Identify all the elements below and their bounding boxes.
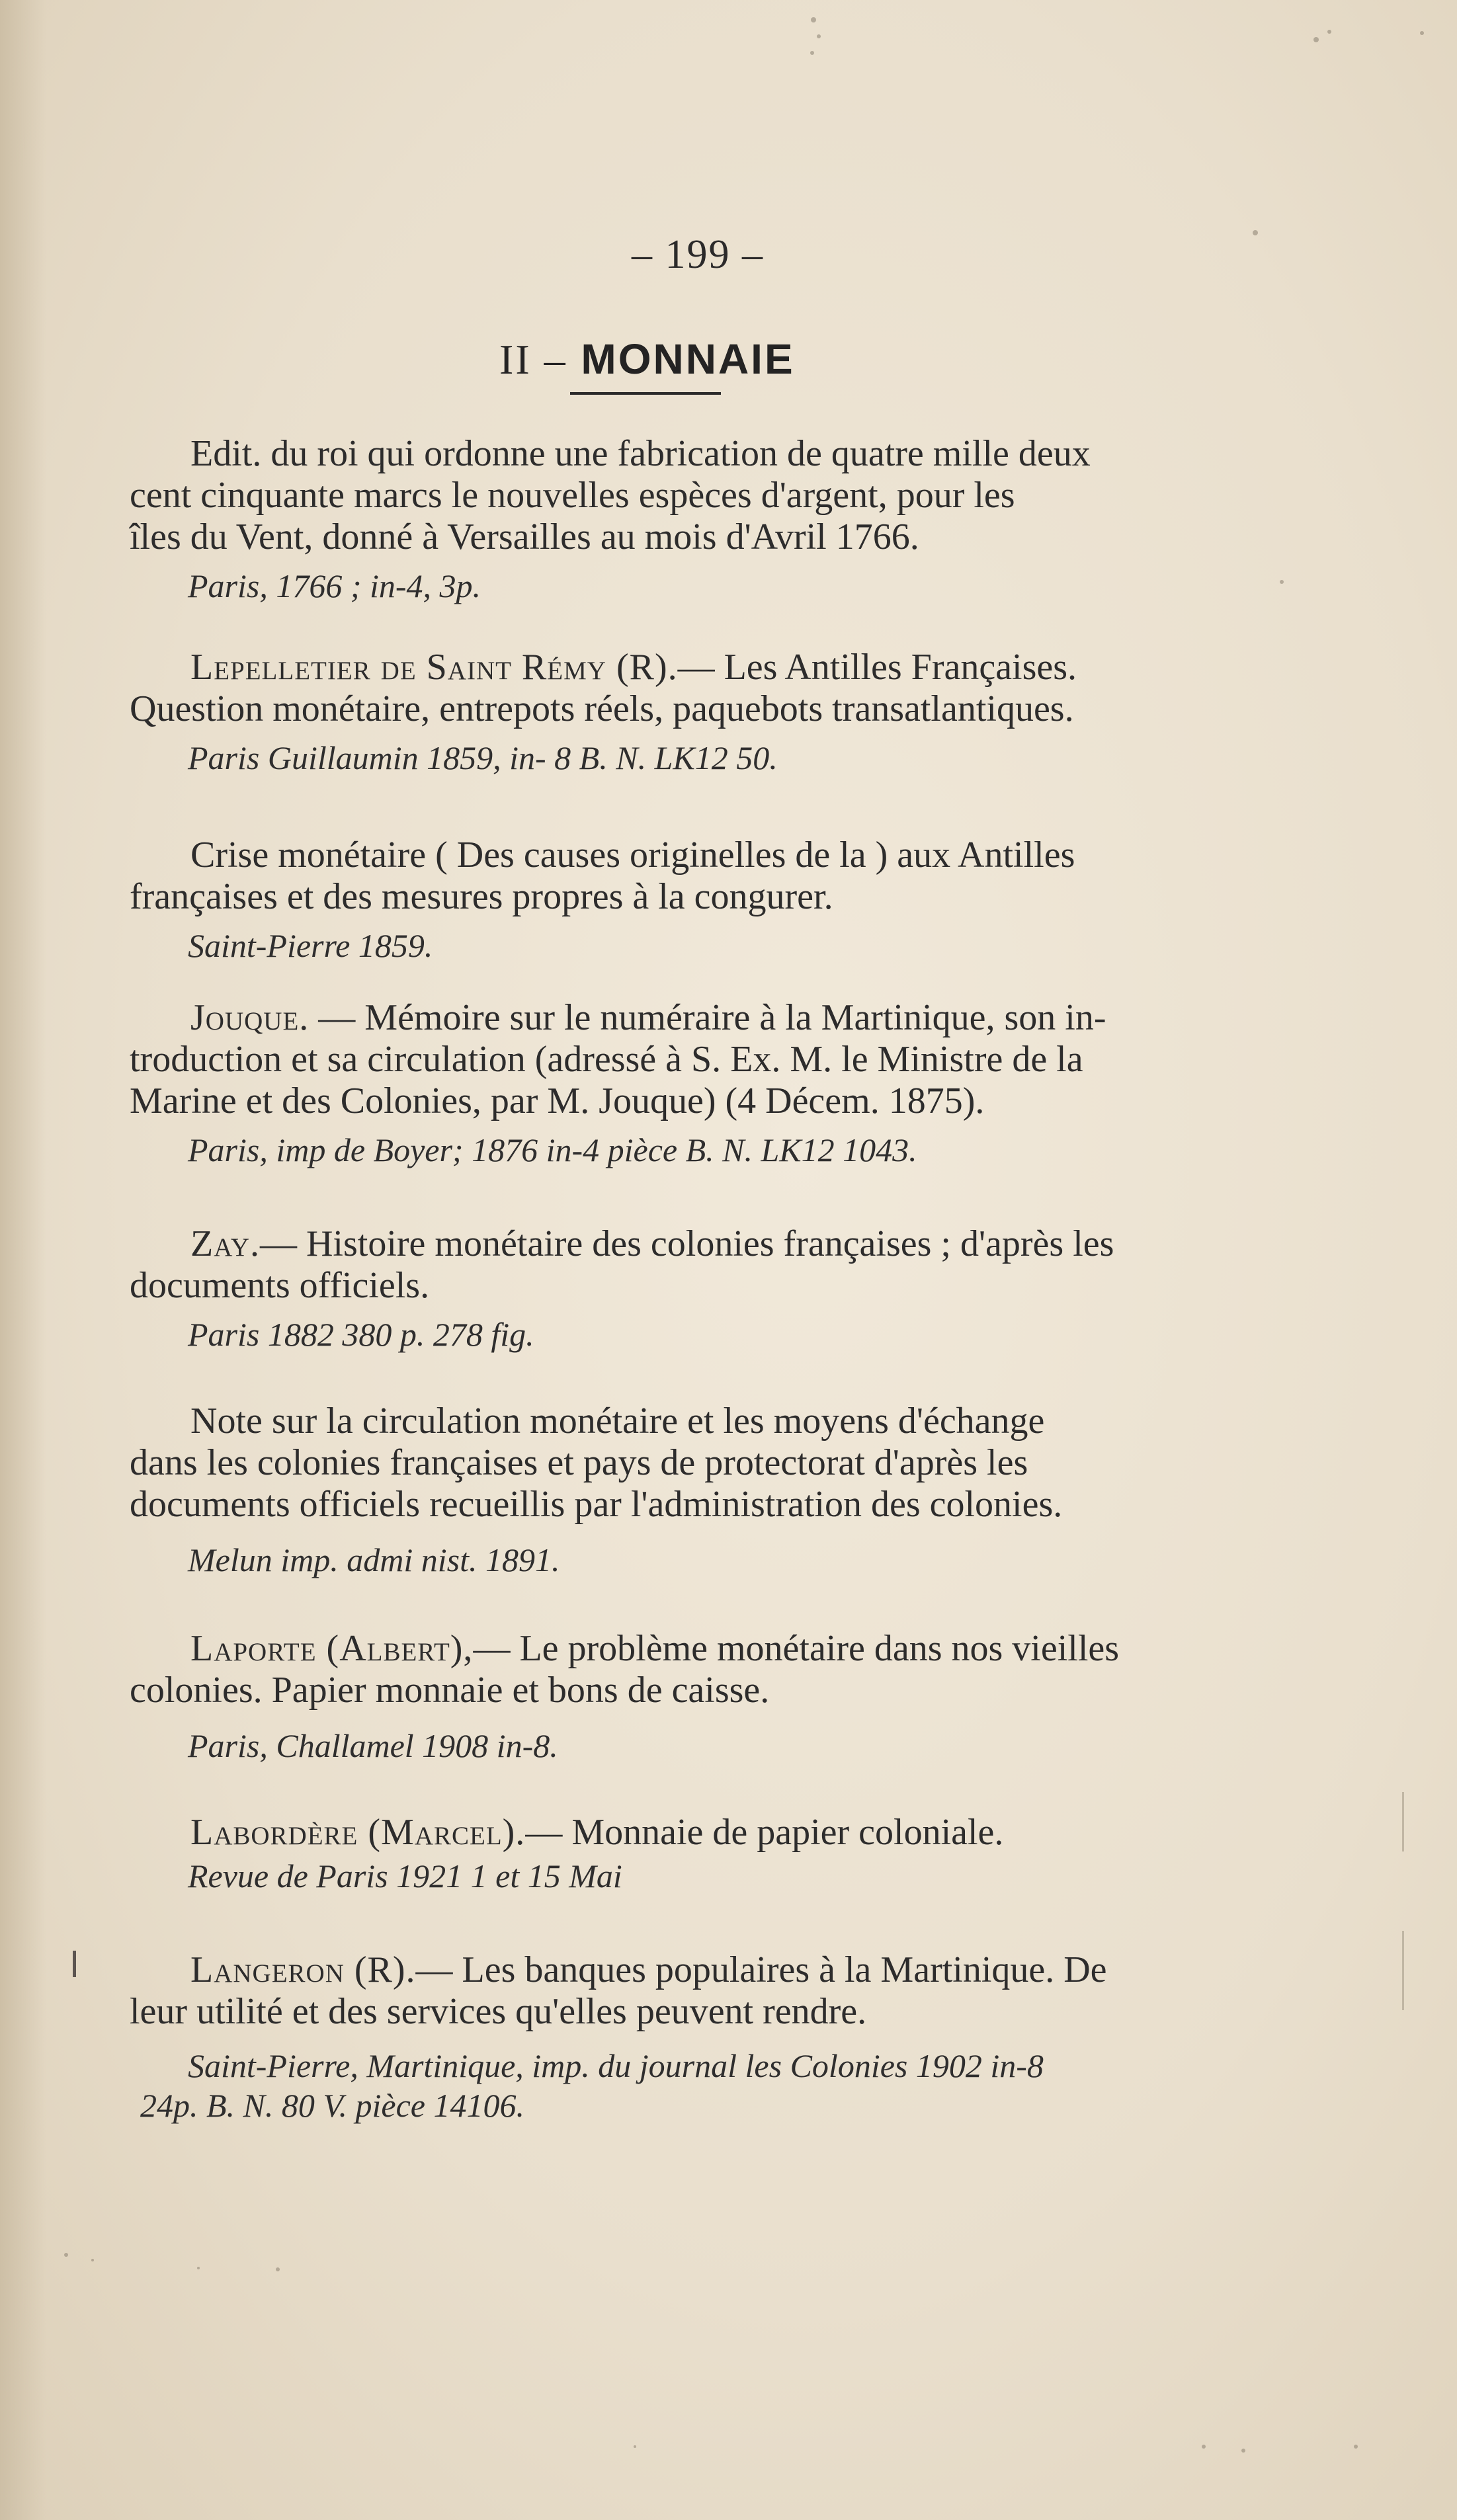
entry-line: Crise monétaire ( Des causes originelles de la ) aux Antilles (190, 834, 1075, 875)
entry-imprint: Paris Guillaumin 1859, in- 8 B. N. LK12 50. (188, 739, 778, 776)
entry-imprint: Revue de Paris 1921 1 et 15 Mai (188, 1857, 622, 1894)
entry-line: Marine et des Colonies, par M. Jouque) (4 Décem. 1875). (130, 1080, 985, 1121)
entry-line: Note sur la circulation monétaire et les moyens d'échange (190, 1401, 1045, 1442)
entry-line: Edit. du roi qui ordonne une fabrication de quatre mille deux (190, 433, 1091, 474)
entry-line: troduction et sa circulation (adressé à S. Ex. M. le Ministre de la (130, 1039, 1083, 1080)
entry-author: Labordère (Marcel). (190, 1812, 526, 1853)
entry-author: Laporte (Albert), (190, 1628, 474, 1669)
section-title: MONNAIE (581, 335, 795, 383)
entry-imprint: Melun imp. admi nist. 1891. (188, 1541, 560, 1578)
entry-imprint: Saint-Pierre, Martinique, imp. du journal les Colonies 1902 in-8 (188, 2047, 1044, 2084)
entry-author: Zay. (190, 1223, 260, 1264)
entry-line: leur utilité et des services qu'elles peuvent rendre. (130, 1991, 867, 2032)
entry-line: — Mémoire sur le numéraire à la Martinique, son in- (309, 997, 1106, 1038)
entry-line: françaises et des mesures propres à la congurer. (130, 876, 833, 917)
entry-line: documents officiels recueillis par l'administration des colonies. (130, 1484, 1063, 1525)
entry-line: cent cinquante marcs le nouvelles espèces d'argent, pour les (130, 475, 1015, 516)
entry-imprint: Saint-Pierre 1859. (188, 927, 433, 964)
entry-author: Langeron (R). (190, 1949, 416, 1990)
entry-imprint: Paris, 1766 ; in-4, 3p. (188, 567, 481, 604)
entry-line: — Histoire monétaire des colonies françaises ; d'après les (259, 1223, 1114, 1264)
entry-line: — Les banques populaires à la Martinique. De (415, 1949, 1107, 1990)
entry-imprint: Paris, imp de Boyer; 1876 in-4 pièce B. N. LK12 1043. (188, 1131, 917, 1168)
entry-imprint: Paris 1882 380 p. 278 fig. (188, 1316, 534, 1353)
page-number: – 199 – (632, 232, 764, 277)
entry-imprint: Paris, Challamel 1908 in-8. (188, 1727, 558, 1764)
entry-line: — Le problème monétaire dans nos vieilles (473, 1628, 1120, 1669)
section-numeral: II – (499, 336, 567, 383)
entry-imprint-continued: 24p. B. N. 80 V. pièce 14106. (140, 2087, 524, 2124)
entry-line: colonies. Papier monnaie et bons de caisse. (130, 1670, 770, 1711)
entry-line: — Les Antilles Françaises. (677, 647, 1077, 688)
entry-line: îles du Vent, donné à Versailles au mois d'Avril 1766. (130, 516, 919, 557)
entry-line: documents officiels. (130, 1265, 430, 1306)
entry-line: Question monétaire, entrepots réels, paquebots transatlantiques. (130, 688, 1074, 729)
entry-author: Jouque. (190, 997, 310, 1038)
entry-author: Lepelletier de Saint Rémy (R). (190, 647, 678, 688)
entry-line: dans les colonies françaises et pays de protectorat d'après les (130, 1442, 1028, 1483)
entry-line: — Monnaie de papier coloniale. (525, 1812, 1004, 1853)
